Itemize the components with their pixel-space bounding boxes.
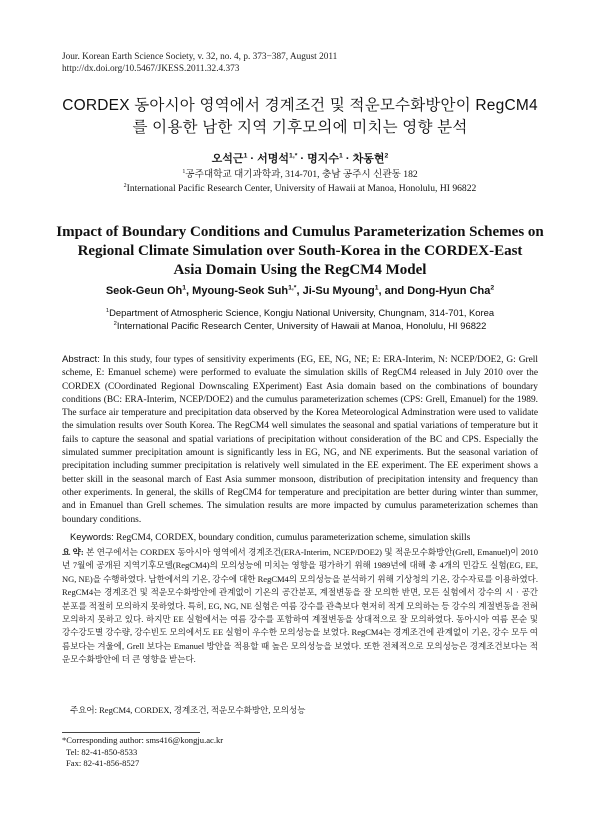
- doi-link[interactable]: http://dx.doi.org/10.5467/JKESS.2011.32.4.373: [62, 64, 240, 74]
- english-affiliations: [0, 306, 600, 332]
- korean-author-name: 서명석: [257, 153, 290, 165]
- english-affiliation-2: $^2$International Pacific Research Center, University of Hawaii at Manoa, Honolulu, HI 96822: [113, 320, 487, 331]
- english-title-line-1: Impact of Boundary Conditions and Cumulus Parameterization Schemes on: [56, 224, 544, 240]
- korean-keywords-label: 주요어:: [70, 705, 97, 715]
- journal-citation: Jour. Korean Earth Science Society, v. 32, no. 4, p. 373−387, August 2011: [62, 52, 338, 62]
- author-separator: , and: [378, 285, 408, 297]
- korean-title-line-1: CORDEX 동아시아 영역에서 경계조건 및 적운모수화방안이 RegCM4: [62, 97, 538, 114]
- korean-summary: [62, 546, 538, 667]
- english-author-name: Myoung-Seok Suh: [192, 285, 289, 297]
- author-separator: ,: [186, 285, 193, 297]
- korean-keywords: [70, 704, 538, 717]
- korean-author-affiliation-mark: 2: [384, 152, 389, 160]
- korean-summary-text: 본 연구에서는 CORDEX 동아시아 영역에서 경계조건(ERA-Interim, NCEP/DOE2) 및 적운모수화방안(Grell, Emanuel)이 2010년 7월에 공개된 지역기후모델(RegCM4)의 모의성능에 미치는 영향을 평가하기 위해 1989년에 대해 총 4개의 민감도 실험(EG, EE, NG, NE)을 수행하였다. 남한에서의 기온, 강수에 대한 RegCM4의 모의성능을 분석하기 위해 기상청의 기온, 강수자료를 이용하였다. RegCM4는 경계조건 및 적운모수화방안에 관계없이 기온의 공간분포, 계절변동을 잘 모의한 반면, 모든 실험에서 강수의 시 · 공간 분포를 적절히 모의하지 못하였다. 특히, EG, NG, NE 실험은 여름 강수를 관측보다 현저히 적게 모의하는 등 강수의 계절변동을 전혀 모의하지 못하고 있다. 하지만 EE 실험에서는 여름 강수를 포함하여 계절변동을 상대적으로 잘 모의하였다. 동아시아 여름 몬순 및 강수강도별 강수량, 강수빈도 모의에서도 EE 실험이 우수한 모의성능을 보였다. RegCM4는 경계조건에 관계없이 기온, 강수 모두 여름보다는 겨울에, Grell 보다는 Emanuel 방안을 적용할 때 높은 모의성능을 보였다. 또한 전체적으로 모의성능은 경계조건보다는 적운모수화방안에 더 큰 영향을 받는다.: [62, 547, 538, 665]
- english-author-name: Ji-Su Myoung: [302, 285, 375, 297]
- korean-summary-label: 요 약:: [62, 547, 84, 557]
- korean-author-name: 명지수: [307, 153, 340, 165]
- english-title-line-3: Asia Domain Using the RegCM4 Model: [173, 262, 427, 278]
- korean-author-name: 오석근: [211, 153, 244, 165]
- korean-title: [30, 95, 570, 139]
- english-title-line-2: Regional Climate Simulation over South-Korea in the CORDEX-East: [77, 243, 523, 259]
- corresponding-author-fax: Fax: 82-41-856-8527: [66, 758, 140, 769]
- english-author-affiliation-mark: 1,*: [288, 284, 297, 292]
- english-author-affiliation-mark: 1: [374, 284, 379, 292]
- korean-author-affiliation-mark: 1: [339, 152, 343, 160]
- korean-affiliations: [0, 168, 600, 196]
- corresponding-author-email[interactable]: *Corresponding author: sms416@kongju.ac.kr: [62, 735, 224, 745]
- footnote-divider: [62, 732, 200, 733]
- english-author-name: Dong-Hyun Cha: [407, 285, 491, 297]
- korean-authors: [0, 150, 600, 166]
- english-title: [40, 223, 560, 280]
- corresponding-author-tel: Tel: 82-41-850-8533: [66, 746, 138, 757]
- author-separator: ·: [247, 153, 258, 165]
- korean-affiliation-2: $^2$International Pacific Research Center, University of Hawaii at Manoa, Honolulu, HI 96822: [123, 182, 477, 194]
- korean-title-line-2: 를 이용한 남한 지역 기후모의에 미치는 영향 분석: [132, 119, 468, 136]
- korean-author-affiliation-mark: 1,*: [289, 152, 298, 160]
- english-author-affiliation-mark: 2: [490, 284, 495, 292]
- keywords-text: RegCM4, CORDEX, boundary condition, cumulus parameterization scheme, simulation skills: [116, 533, 471, 543]
- keywords-label: Keywords:: [70, 531, 114, 542]
- keywords: [70, 530, 538, 545]
- abstract: [62, 353, 538, 527]
- korean-author-affiliation-mark: 1: [243, 152, 248, 160]
- english-author-name: Seok-Geun Oh: [105, 285, 183, 297]
- corresponding-author-footnote: [62, 735, 223, 770]
- journal-header: [62, 51, 337, 75]
- author-separator: ,: [296, 285, 303, 297]
- abstract-label: Abstract:: [62, 354, 100, 365]
- english-authors: [0, 285, 600, 297]
- korean-author-name: 차동현: [352, 153, 385, 165]
- author-separator: ·: [342, 153, 353, 165]
- abstract-text: In this study, four types of sensitivity experiments (EG, EE, NG, NE; E: ERA-Interim, N: NCEP/DOE2, G: Grell scheme, E: Emanuel scheme) were performed to evaluate the simulation skills of RegCM4 released in July 2010 over the CORDEX (COordinated Regional Downscaling EXperiment) East Asia domain based on the combinations of boundary conditions (BC: ERA-Interim, NCEP/DOE2) and the cumulus parameterization schemes (CPS: Grell, Emanuel) for the 1989. The surface air temperature and precipitation data observed by the Korea Meteorological Adminstration were used to validate the simulation results over South Korea. The RegCM4 well simulates the seasonal and spatial variations of temperature but it fails to capture the seasonal and spatial variations of precipitation without consideration of the BC and CPS. Especially the simulated summer precipitation amount is significantly less in EG, NG, and NE experiments. But the seasonal variation of precipitation including summer precipitation is relatively well simulated in the EE experiment. The EE experiment shows a better skill in the seasonal march of East Asia summer monsoon, distribution of precipitation intensity and frequency than other experiments. In general, the skills of RegCM4 for temperature and precipitation are better during winter than summer, and in Emanuel than Grell schemes. The simulation results are more impacted by cumulus parameterization schemes than boundary conditions.: [62, 355, 539, 525]
- english-author-affiliation-mark: 1: [182, 284, 187, 292]
- korean-keywords-text: RegCM4, CORDEX, 경계조건, 적운모수화방안, 모의성능: [99, 705, 306, 715]
- english-affiliation-1: $^1$Department of Atmospheric Science, Kongju National University, Chungnam, 314-701, Korea: [105, 307, 495, 318]
- korean-affiliation-1: $^1$공주대학교 대기과학과, 314-701, 충남 공주시 신관동 182: [182, 168, 418, 180]
- author-separator: ·: [297, 153, 308, 165]
